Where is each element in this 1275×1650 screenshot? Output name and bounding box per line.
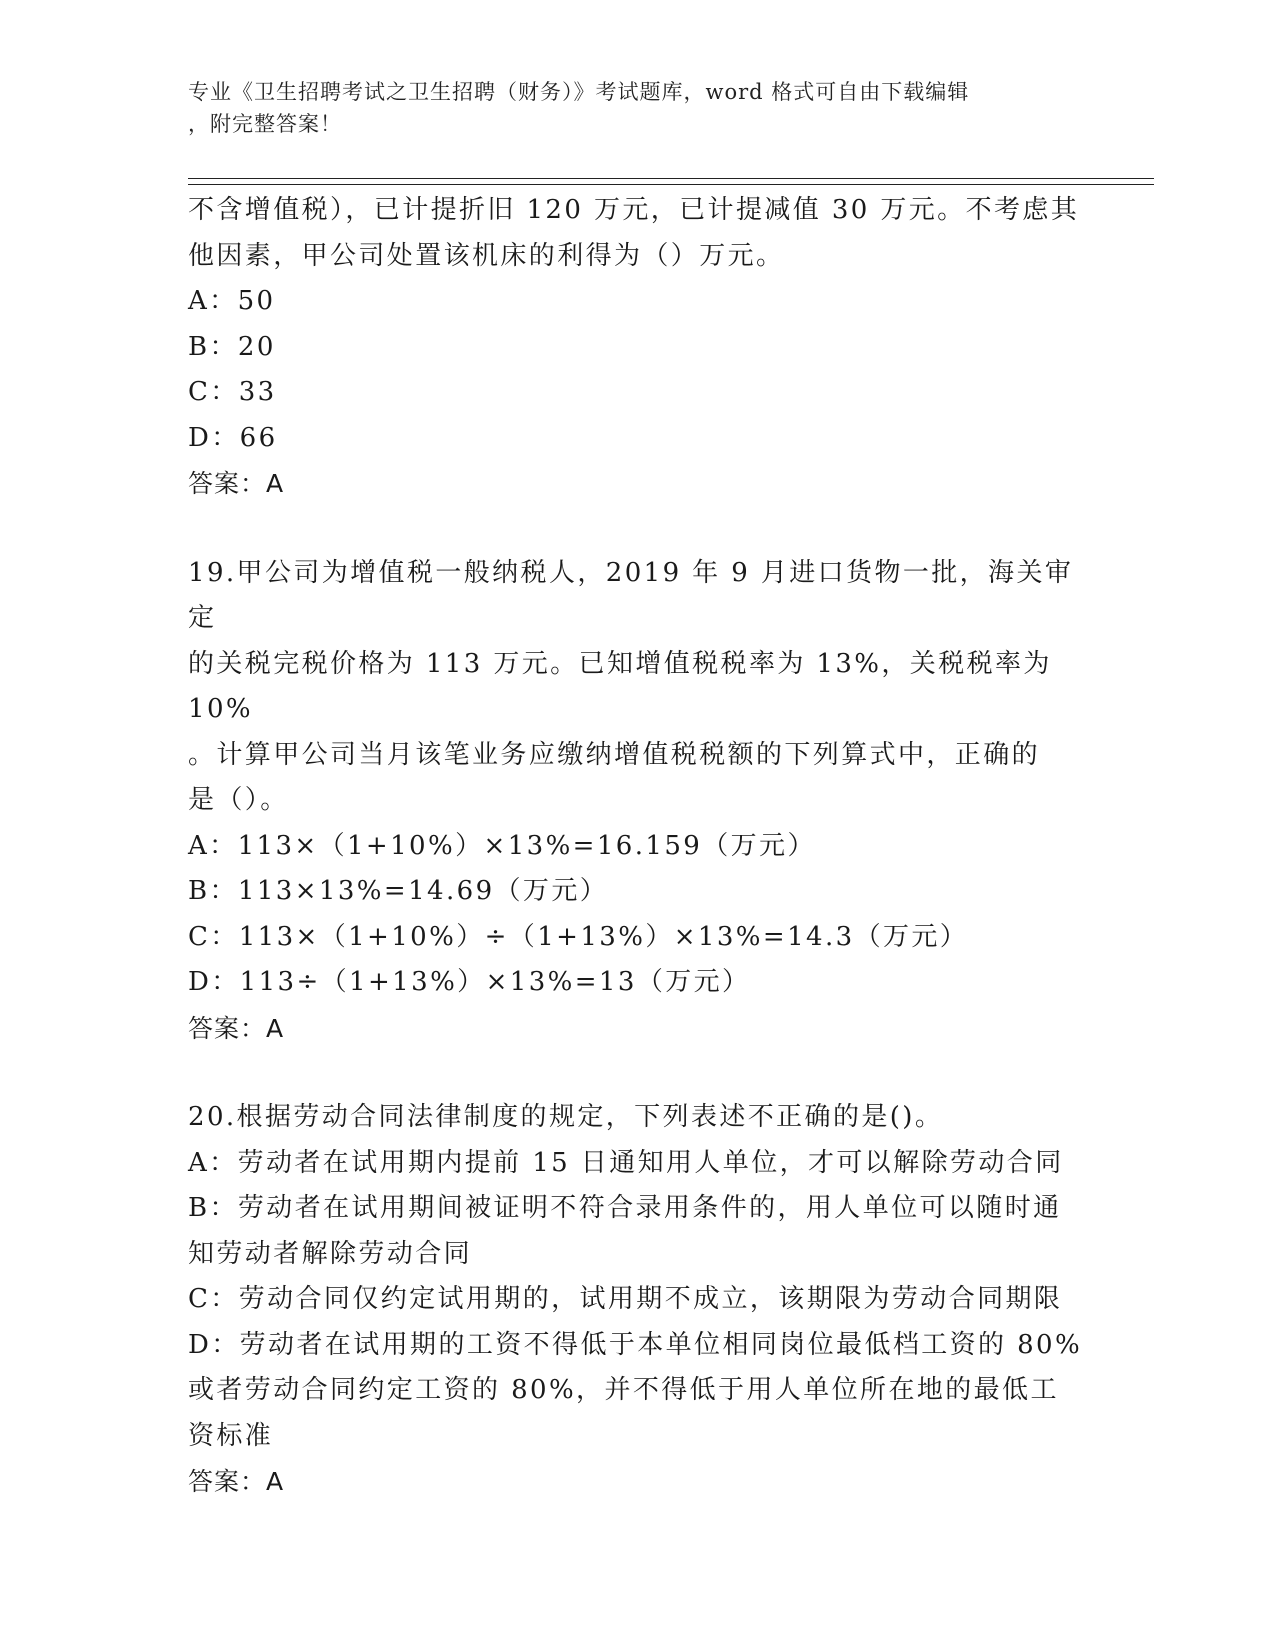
option-b: B：20	[188, 331, 276, 362]
option-a: A：劳动者在试用期内提前 15 日通知用人单位，才可以解除劳动合同	[188, 1147, 1064, 1178]
answer-line: 答案：A	[188, 1013, 285, 1043]
question-text-line: 是（）。	[188, 785, 289, 815]
option-c: C：113×（1+10%）÷（1+13%）×13%=14.3（万元）	[188, 921, 969, 952]
option-c: C：33	[188, 377, 277, 407]
question-20	[188, 1095, 1088, 1505]
question-19	[188, 551, 1088, 1052]
option-a: A：113×（1+10%）×13%=16.159（万元）	[188, 830, 816, 861]
answer-line: 答案：A	[188, 1467, 285, 1496]
header-title-line-1: 专业《卫生招聘考试之卫生招聘（财务）》考试题库，word 格式可自由下载编辑	[188, 80, 970, 104]
option-d: D：66	[188, 422, 278, 453]
option-d: D：113÷（1+13%）×13%=13（万元）	[188, 967, 751, 997]
question-text-line: 19.甲公司为增值税一般纳税人，2019 年 9 月进口货物一批，海关审定	[188, 557, 1074, 633]
header-title-line-2: ，附完整答案！	[188, 112, 342, 136]
header-divider-bottom	[188, 184, 1154, 185]
option-b: B：113×13%=14.69（万元）	[188, 876, 609, 906]
option-d-continued: 资标准	[188, 1420, 274, 1451]
option-c: C：劳动合同仅约定试用期的，试用期不成立，该期限为劳动合同期限	[188, 1284, 1063, 1314]
option-b: B：劳动者在试用期间被证明不符合录用条件的，用人单位可以随时通	[188, 1193, 1062, 1223]
option-d: D：劳动者在试用期的工资不得低于本单位相同岗位最低档工资的 80%	[188, 1329, 1083, 1360]
header-divider-top	[188, 178, 1154, 179]
option-b-continued: 知劳动者解除劳动合同	[188, 1238, 473, 1269]
option-a: A：50	[188, 286, 276, 316]
document-header	[188, 76, 1068, 140]
question-text-line: 。计算甲公司当月该笔业务应缴纳增值税税额的下列算式中，正确的	[188, 739, 1041, 770]
question-list	[188, 188, 1088, 1505]
question-text-line: 他因素，甲公司处置该机床的利得为（）万元。	[188, 240, 785, 271]
answer-line: 答案：A	[188, 469, 285, 498]
question-18	[188, 188, 1088, 507]
question-text-line: 不含增值税），已计提折旧 120 万元，已计提减值 30 万元。不考虑其	[188, 195, 1080, 225]
option-d-continued: 或者劳动合同约定工资的 80%，并不得低于用人单位所在地的最低工	[188, 1375, 1059, 1405]
question-text-line: 20.根据劳动合同法律制度的规定，下列表述不正确的是()。	[188, 1102, 944, 1132]
question-text-line: 的关税完税价格为 113 万元。已知增值税税率为 13%，关税税率为 10%	[188, 648, 1052, 724]
